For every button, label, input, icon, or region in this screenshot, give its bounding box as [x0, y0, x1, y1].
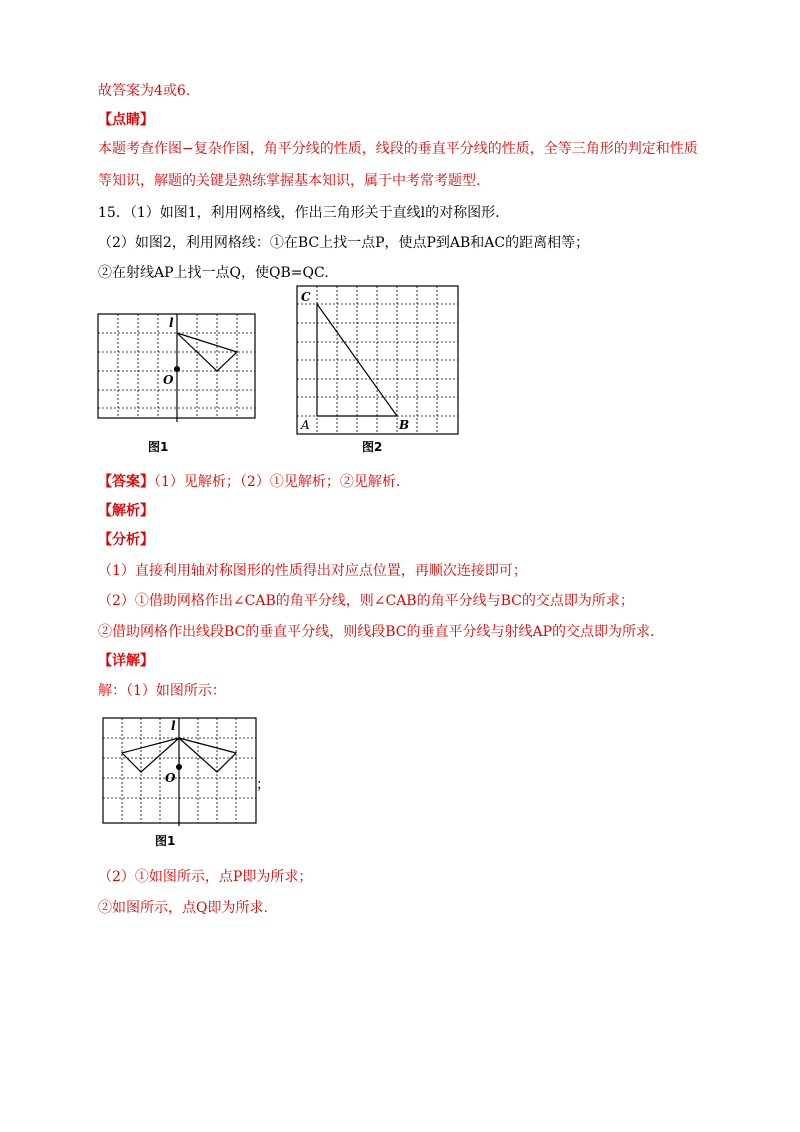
point-o — [176, 764, 182, 770]
figure-solution-grid — [102, 714, 258, 826]
figure-2-grid — [296, 285, 460, 437]
answer-line: 故答案为4或6. — [98, 83, 191, 99]
section-heading-dianjing: 【点睛】 — [98, 112, 154, 128]
answer-row — [98, 471, 400, 491]
svg-text:O: O — [163, 373, 174, 387]
analysis-line-1: （1）直接利用轴对称图形的性质得出对应点位置，再顺次连接即可； — [98, 563, 527, 579]
question-15-part-1: 15．（1）如图1，利用网格线，作出三角形关于直线l的对称图形. — [98, 205, 500, 221]
analysis-line-2: （2）①借助网格作出∠CAB的角平分线，则∠CAB的角平分线与BC的交点即为所求； — [98, 593, 634, 609]
solution-line-2: （2）①如图所示，点P即为所求； — [98, 869, 313, 885]
answer-text: （1）见解析；（2）①见解析；②见解析. — [154, 474, 401, 490]
svg-text:O: O — [165, 771, 176, 785]
answer-tag: 【答案】 — [98, 474, 154, 490]
svg-text:l: l — [169, 316, 174, 330]
question-15-part-2b: ②在射线AP上找一点Q，使QB=QC. — [98, 265, 329, 281]
figure-2-caption: 图2 — [362, 440, 383, 454]
figure-semicolon: ； — [256, 777, 270, 793]
original-triangle — [179, 738, 236, 772]
svg-text:l: l — [171, 719, 176, 733]
solution-line-1: 解：（1）如图所示： — [98, 683, 226, 699]
svg-text:A: A — [301, 418, 310, 432]
solution-line-3: ②如图所示，点Q即为所求. — [98, 900, 268, 916]
figure-1-grid — [97, 310, 257, 422]
analysis-line-3: ②借助网格作出线段BC的垂直平分线，则线段BC的垂直平分线与射线AP的交点即为所求. — [98, 624, 655, 640]
section-heading-jiexi: 【解析】 — [98, 503, 154, 519]
question-15-part-2: （2）如图2，利用网格线：①在BC上找一点P，使点P到AB和AC的距离相等； — [98, 235, 590, 251]
section-heading-fenxi: 【分析】 — [98, 532, 154, 548]
section-heading-xiangjie: 【详解】 — [98, 653, 154, 669]
comment-line-2: 等知识，解题的关键是熟练掌握基本知识，属于中考常考题型. — [98, 173, 481, 189]
svg-text:C: C — [301, 290, 311, 304]
point-o — [174, 366, 180, 372]
figure-1-caption: 图1 — [148, 440, 169, 454]
svg-text:B: B — [399, 418, 410, 432]
reflected-triangle — [122, 738, 179, 772]
figure-solution-caption: 图1 — [155, 834, 176, 848]
comment-line-1: 本题考查作图−复杂作图，角平分线的性质，线段的垂直平分线的性质，全等三角形的判定和性质 — [98, 141, 698, 157]
